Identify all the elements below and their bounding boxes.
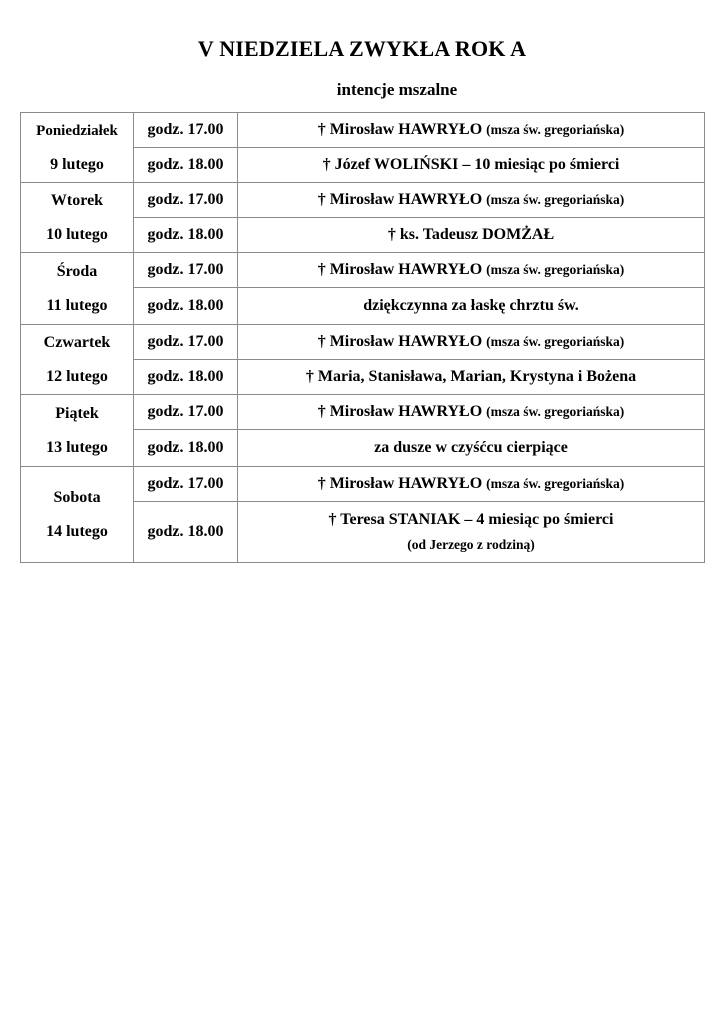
day-cell	[21, 113, 134, 183]
page-title: V NIEDZIELA ZWYKŁA ROK A	[197, 36, 527, 61]
day-cell	[21, 183, 134, 253]
day-date: 11 lutego	[46, 296, 108, 314]
intention-note: (msza św. gregoriańska)	[486, 476, 625, 491]
mass-intention	[238, 502, 705, 563]
intention-text: za dusze w czyśćcu cierpiące	[374, 439, 568, 456]
day-cell	[21, 467, 134, 563]
mass-time: godz. 18.00	[134, 148, 238, 183]
intention-text: † Mirosław HAWRYŁO	[317, 261, 483, 278]
mass-time: godz. 17.00	[134, 183, 238, 218]
mass-intention	[238, 288, 705, 325]
intention-text: † Mirosław HAWRYŁO	[317, 191, 483, 208]
mass-time: godz. 18.00	[134, 502, 238, 563]
intention-text: † Maria, Stanisława, Marian, Krystyna i Bożena	[305, 368, 637, 385]
mass-time: godz. 17.00	[134, 253, 238, 288]
day-cell	[21, 395, 134, 467]
mass-intention	[238, 430, 705, 467]
day-name: Środa	[56, 262, 98, 280]
day-cell	[21, 253, 134, 325]
mass-intention	[238, 148, 705, 183]
intention-note: (msza św. gregoriańska)	[486, 404, 625, 419]
day-date: 9 lutego	[50, 155, 104, 173]
day-name: Poniedziałek	[36, 122, 118, 139]
table-row	[21, 253, 705, 288]
intention-text: † ks. Tadeusz DOMŻAŁ	[387, 226, 555, 243]
day-date: 10 lutego	[46, 225, 108, 243]
intention-text: † Mirosław HAWRYŁO	[317, 475, 483, 492]
intention-text: † Józef WOLIŃSKI – 10 miesiąc po śmierci	[322, 156, 620, 173]
mass-time: godz. 17.00	[134, 395, 238, 430]
intention-subnote: (od Jerzego z rodziną)	[407, 537, 535, 552]
intention-text: † Teresa STANIAK – 4 miesiąc po śmierci	[328, 511, 614, 528]
mass-intention	[238, 113, 705, 148]
mass-intention	[238, 253, 705, 288]
intention-note: (msza św. gregoriańska)	[486, 262, 625, 277]
mass-intentions-table	[20, 112, 705, 563]
table-row	[21, 113, 705, 148]
mass-intention	[238, 395, 705, 430]
intention-note: (msza św. gregoriańska)	[486, 334, 625, 349]
day-name: Sobota	[53, 488, 101, 506]
mass-time: godz. 18.00	[134, 218, 238, 253]
day-date: 13 lutego	[46, 438, 108, 456]
mass-intention	[238, 218, 705, 253]
mass-intention	[238, 183, 705, 218]
page-subtitle: intencje mszalne	[336, 80, 458, 99]
day-name: Wtorek	[50, 191, 104, 209]
intention-text: dziękczynna za łaskę chrztu św.	[363, 297, 579, 314]
table-row	[21, 183, 705, 218]
day-name: Czwartek	[43, 333, 111, 351]
table-row	[21, 395, 705, 430]
day-name: Piątek	[55, 404, 99, 422]
intention-note: (msza św. gregoriańska)	[486, 192, 625, 207]
day-cell	[21, 325, 134, 395]
intention-text: † Mirosław HAWRYŁO	[317, 403, 483, 420]
intention-text: † Mirosław HAWRYŁO	[317, 333, 483, 350]
mass-intention	[238, 467, 705, 502]
intention-note: (msza św. gregoriańska)	[486, 122, 625, 137]
day-date: 14 lutego	[46, 522, 108, 540]
mass-time: godz. 17.00	[134, 467, 238, 502]
intention-text: † Mirosław HAWRYŁO	[317, 121, 483, 138]
table-row	[21, 467, 705, 502]
mass-intention	[238, 360, 705, 395]
mass-time: godz. 18.00	[134, 288, 238, 325]
mass-time: godz. 18.00	[134, 360, 238, 395]
table-row	[21, 325, 705, 360]
mass-time: godz. 18.00	[134, 430, 238, 467]
mass-intention	[238, 325, 705, 360]
day-date: 12 lutego	[46, 367, 108, 385]
mass-time: godz. 17.00	[134, 325, 238, 360]
mass-time: godz. 17.00	[134, 113, 238, 148]
